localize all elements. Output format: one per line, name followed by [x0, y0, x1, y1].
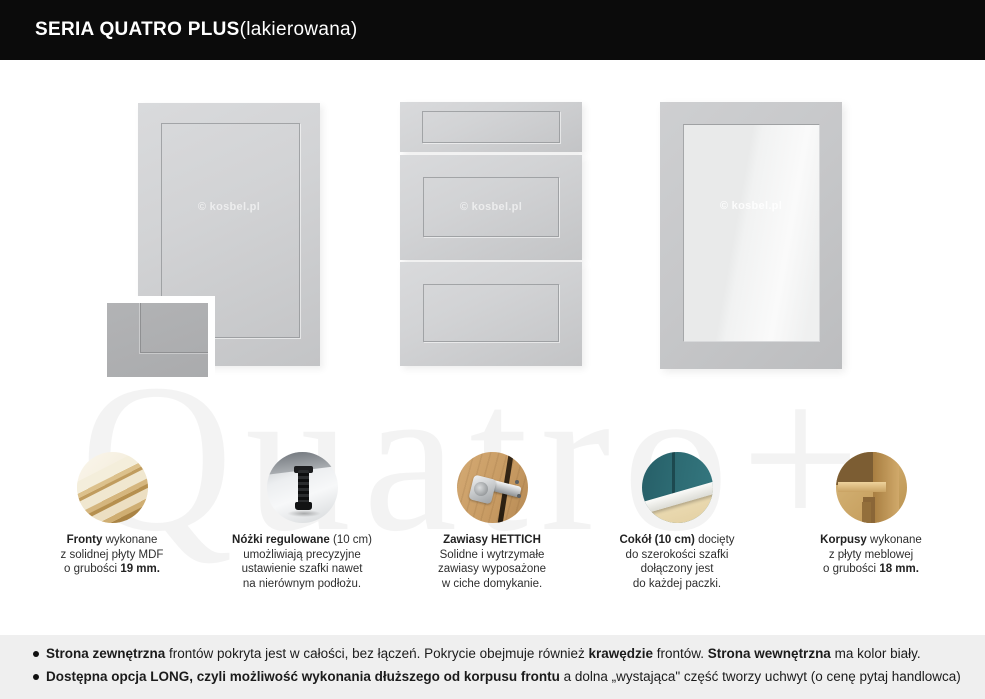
feature-nozki — [214, 452, 390, 592]
feature-cokol — [589, 452, 765, 592]
header-bar — [0, 0, 985, 60]
drawer-front-bottom — [400, 262, 582, 366]
note-bullet-1: Strona zewnętrzna frontów pokryta jest w całości, bez łączeń. Pokrycie obejmuje również krawędzie frontów. Strona wewnętrzna ma kolor biały. — [33, 645, 985, 662]
feature-text: Fronty wykonane z solidnej płyty MDF o grubości 19 mm. — [60, 534, 164, 576]
feature-fronty — [24, 452, 200, 577]
glass-pane — [683, 124, 820, 342]
small-front-panel — [107, 303, 208, 377]
adjustable-leg-photo-icon — [267, 452, 338, 523]
feature-text: Nóżki regulowane (10 cm) umożliwiają precyzyjne ustawienie szafki nawet na nierównym podłożu. — [232, 534, 372, 591]
drawer-front-top — [400, 102, 582, 152]
product-glass-door-photo — [660, 102, 842, 369]
kosbel-watermark: © kosbel.pl — [719, 200, 783, 212]
note-bullet-2: Dostępna opcja LONG, czyli możliwość wykonania dłuższego od korpusu frontu a dolna „wystająca" część tworzy uchwyt (o cenę pytaj handlowca) — [33, 668, 985, 685]
feature-text: Cokół (10 cm) docięty do szerokości szafki dołączony jest do każdej paczki. — [619, 534, 735, 591]
hettich-hinge-photo-icon — [457, 452, 528, 523]
feature-text: Zawiasy HETTICH Solidne i wytrzymałe zawiasy wyposażone w ciche domykanie. — [437, 534, 547, 591]
cabinet-body-photo-icon — [836, 452, 907, 523]
kosbel-watermark: © kosbel.pl — [197, 201, 261, 213]
feature-korpusy — [783, 452, 959, 577]
mdf-boards-photo-icon — [77, 452, 148, 523]
bullet-dot-icon — [33, 674, 39, 680]
drawer-front-middle — [400, 155, 582, 260]
bullet-dot-icon — [33, 651, 39, 657]
plinth-corner-photo-icon — [642, 452, 713, 523]
page-title-suffix: (lakierowana) — [239, 19, 358, 40]
page-title-bold: SERIA QUATRO PLUS — [35, 19, 240, 40]
small-front-groove — [140, 303, 208, 353]
product-drawer-fronts-photo — [400, 102, 582, 367]
kosbel-watermark: © kosbel.pl — [459, 201, 523, 213]
product-small-front-photo — [101, 296, 215, 383]
footer-notes — [0, 635, 985, 699]
feature-zawiasy — [404, 452, 580, 592]
feature-text: Korpusy wykonane z płyty meblowej o grubości 18 mm. — [820, 534, 922, 576]
